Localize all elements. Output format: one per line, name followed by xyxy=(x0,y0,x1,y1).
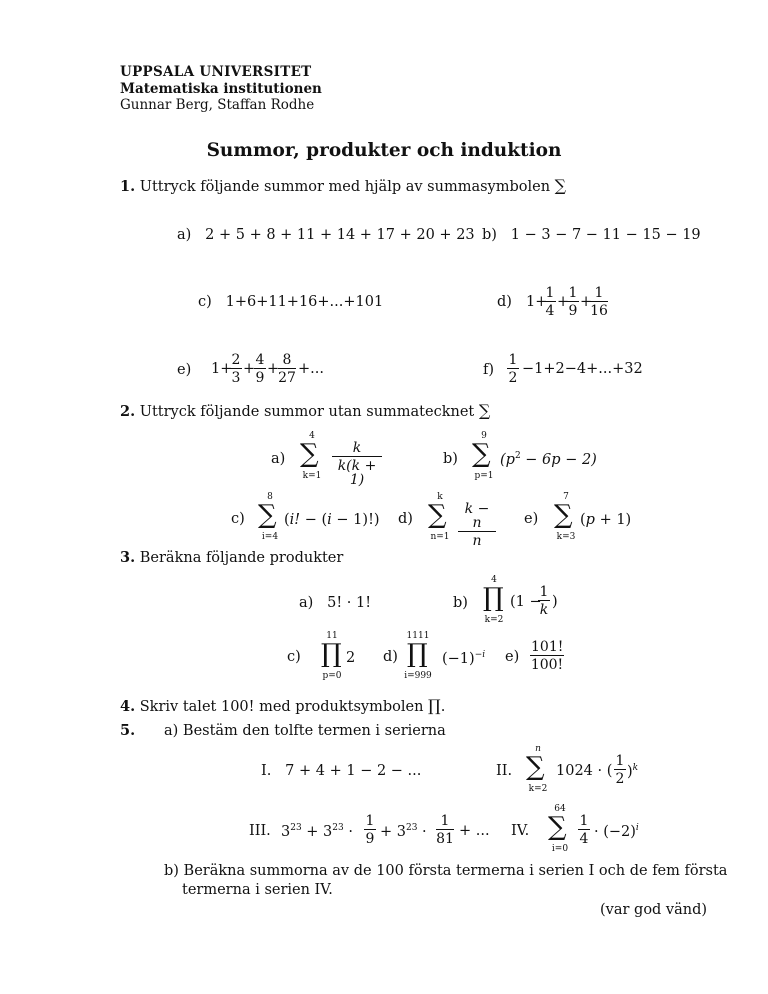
series-I xyxy=(261,764,421,779)
problem-1f-expression: $\frac{1}{2}$ −1+2−4+...+32 xyxy=(508,352,643,386)
problem-5-number xyxy=(120,724,135,739)
problem-5b-text-line2: termerna i serien IV. xyxy=(182,882,333,898)
problem-3a xyxy=(299,596,371,611)
product-symbol: ∏ xyxy=(428,696,441,715)
series-IV-expression: 64 ∑ i=0 $\frac{1}{4}$ · $(-2)^i$ xyxy=(548,804,639,854)
math-expression: 1 − 3 − 7 − 11 − 15 − 19 xyxy=(510,227,701,243)
problem-5a-text: a) Bestäm den tolfte termen i serierna xyxy=(164,723,446,739)
problem-number: 3. xyxy=(120,549,136,566)
problem-1a xyxy=(177,228,475,243)
university-name: UPPSALA UNIVERSITET xyxy=(120,64,312,80)
problem-3b-expression: 4 ∏ k=2 (1 − $\frac{1}{k}$ ) xyxy=(483,575,558,625)
problem-text: Beräkna följande produkter xyxy=(139,550,344,566)
math-expression: 2 + 5 + 8 + 11 + 14 + 17 + 20 + 23 xyxy=(205,227,475,243)
sigma-symbol: ∑ xyxy=(554,176,567,195)
problem-1d-expression: 1+ $\frac{1}{4}$ + $\frac{1}{9}$ + $\frac{1}{16}$ xyxy=(526,285,608,319)
problem-number: 2. xyxy=(120,403,136,420)
problem-2e-expression: 7 ∑ k=3 (p + 1) xyxy=(554,492,632,542)
item-label: a) xyxy=(177,227,192,243)
math-expression: 7 + 4 + 1 − 2 − ... xyxy=(285,763,422,779)
problem-3d-label: d) xyxy=(383,649,398,665)
problem-2b-expression: 9 ∑ p=1 $(p^2 - 6p - 2)$ xyxy=(472,431,597,481)
problem-3d-expression: 1111 ∏ i=999 $(-1)^{-i}$ xyxy=(404,631,486,681)
sigma-symbol: ∑ xyxy=(478,401,491,420)
series-II-expression: n ∑ k=2 1024 · ( $\frac{1}{2}$ )$^k$ xyxy=(526,744,639,794)
series-II-label: II. xyxy=(496,763,513,779)
problem-1e-label: e) xyxy=(177,362,192,378)
problem-4-heading: 4. Skriv talet 100! med produktsymbolen ∏. xyxy=(120,696,446,715)
problem-2-heading xyxy=(120,403,490,420)
problem-2d-expression: k ∑ n=1 $\frac{k - n}{n}$ xyxy=(420,493,520,543)
series-III: III. $3^{23} + 3^{23}$ · $\frac{1}{9}$ + $3^{23}$ · $\frac{1}{81}$ + ... xyxy=(249,813,490,847)
problem-1b xyxy=(482,228,701,243)
problem-number: 1. xyxy=(120,178,136,195)
authors: Gunnar Berg, Staffan Rodhe xyxy=(120,97,315,113)
problem-2a-label: a) xyxy=(271,451,286,467)
problem-number: 5. xyxy=(120,722,136,739)
department-name: Matematiska institutionen xyxy=(120,81,322,97)
problem-1e-expression: 1+ $\frac{2}{3}$ + $\frac{4}{9}$ + $\frac{8}{27}$ +... xyxy=(211,352,324,386)
problem-2e-label: e) xyxy=(524,511,539,527)
series-IV-label: IV. xyxy=(511,823,530,839)
problem-3b-label: b) xyxy=(453,595,468,611)
problem-2c-expression: 8 ∑ i=4 (i! − (i − 1)!) xyxy=(258,492,380,542)
math-expression: 1+6+11+16+...+101 xyxy=(225,294,384,310)
problem-2b-label: b) xyxy=(443,451,458,467)
problem-3c-label: c) xyxy=(287,649,301,665)
problem-1c xyxy=(198,295,383,310)
problem-text: Uttryck följande summor utan summatecknet xyxy=(139,404,475,420)
problem-5b-text-line1: b) Beräkna summorna av de 100 första termerna i serien I och de fem första xyxy=(164,863,728,879)
series-label: I. xyxy=(261,763,272,779)
page-title: Summor, produkter och induktion xyxy=(206,140,562,161)
problem-2d-label: d) xyxy=(398,511,413,527)
item-label: b) xyxy=(482,227,497,243)
problem-1f-label: f) xyxy=(483,362,495,378)
problem-3e-label: e) xyxy=(505,649,520,665)
problem-1-heading xyxy=(120,178,566,195)
footer-note: (var god vänd) xyxy=(600,902,708,918)
problem-3e-expression: $\frac{101!}{100!}$ xyxy=(530,639,564,673)
item-label: a) xyxy=(299,595,314,611)
item-label: c) xyxy=(198,294,212,310)
math-expression: 5! · 1! xyxy=(327,595,372,611)
problem-2a-expression: 4 ∑ k=1 $\frac{k}{k(k + 1)}$ xyxy=(292,432,402,482)
problem-text: Uttryck följande summor med hjälp av summasymbolen xyxy=(139,179,551,195)
problem-3c-expression: 11 ∏ p=0 2 xyxy=(321,631,356,681)
problem-text: Skriv talet 100! med produktsymbolen xyxy=(139,699,424,715)
problem-2c-label: c) xyxy=(231,511,245,527)
problem-1d-label: d) xyxy=(497,294,512,310)
problem-3-heading xyxy=(120,551,343,566)
problem-number: 4. xyxy=(120,698,136,715)
series-label: III. xyxy=(249,823,271,839)
